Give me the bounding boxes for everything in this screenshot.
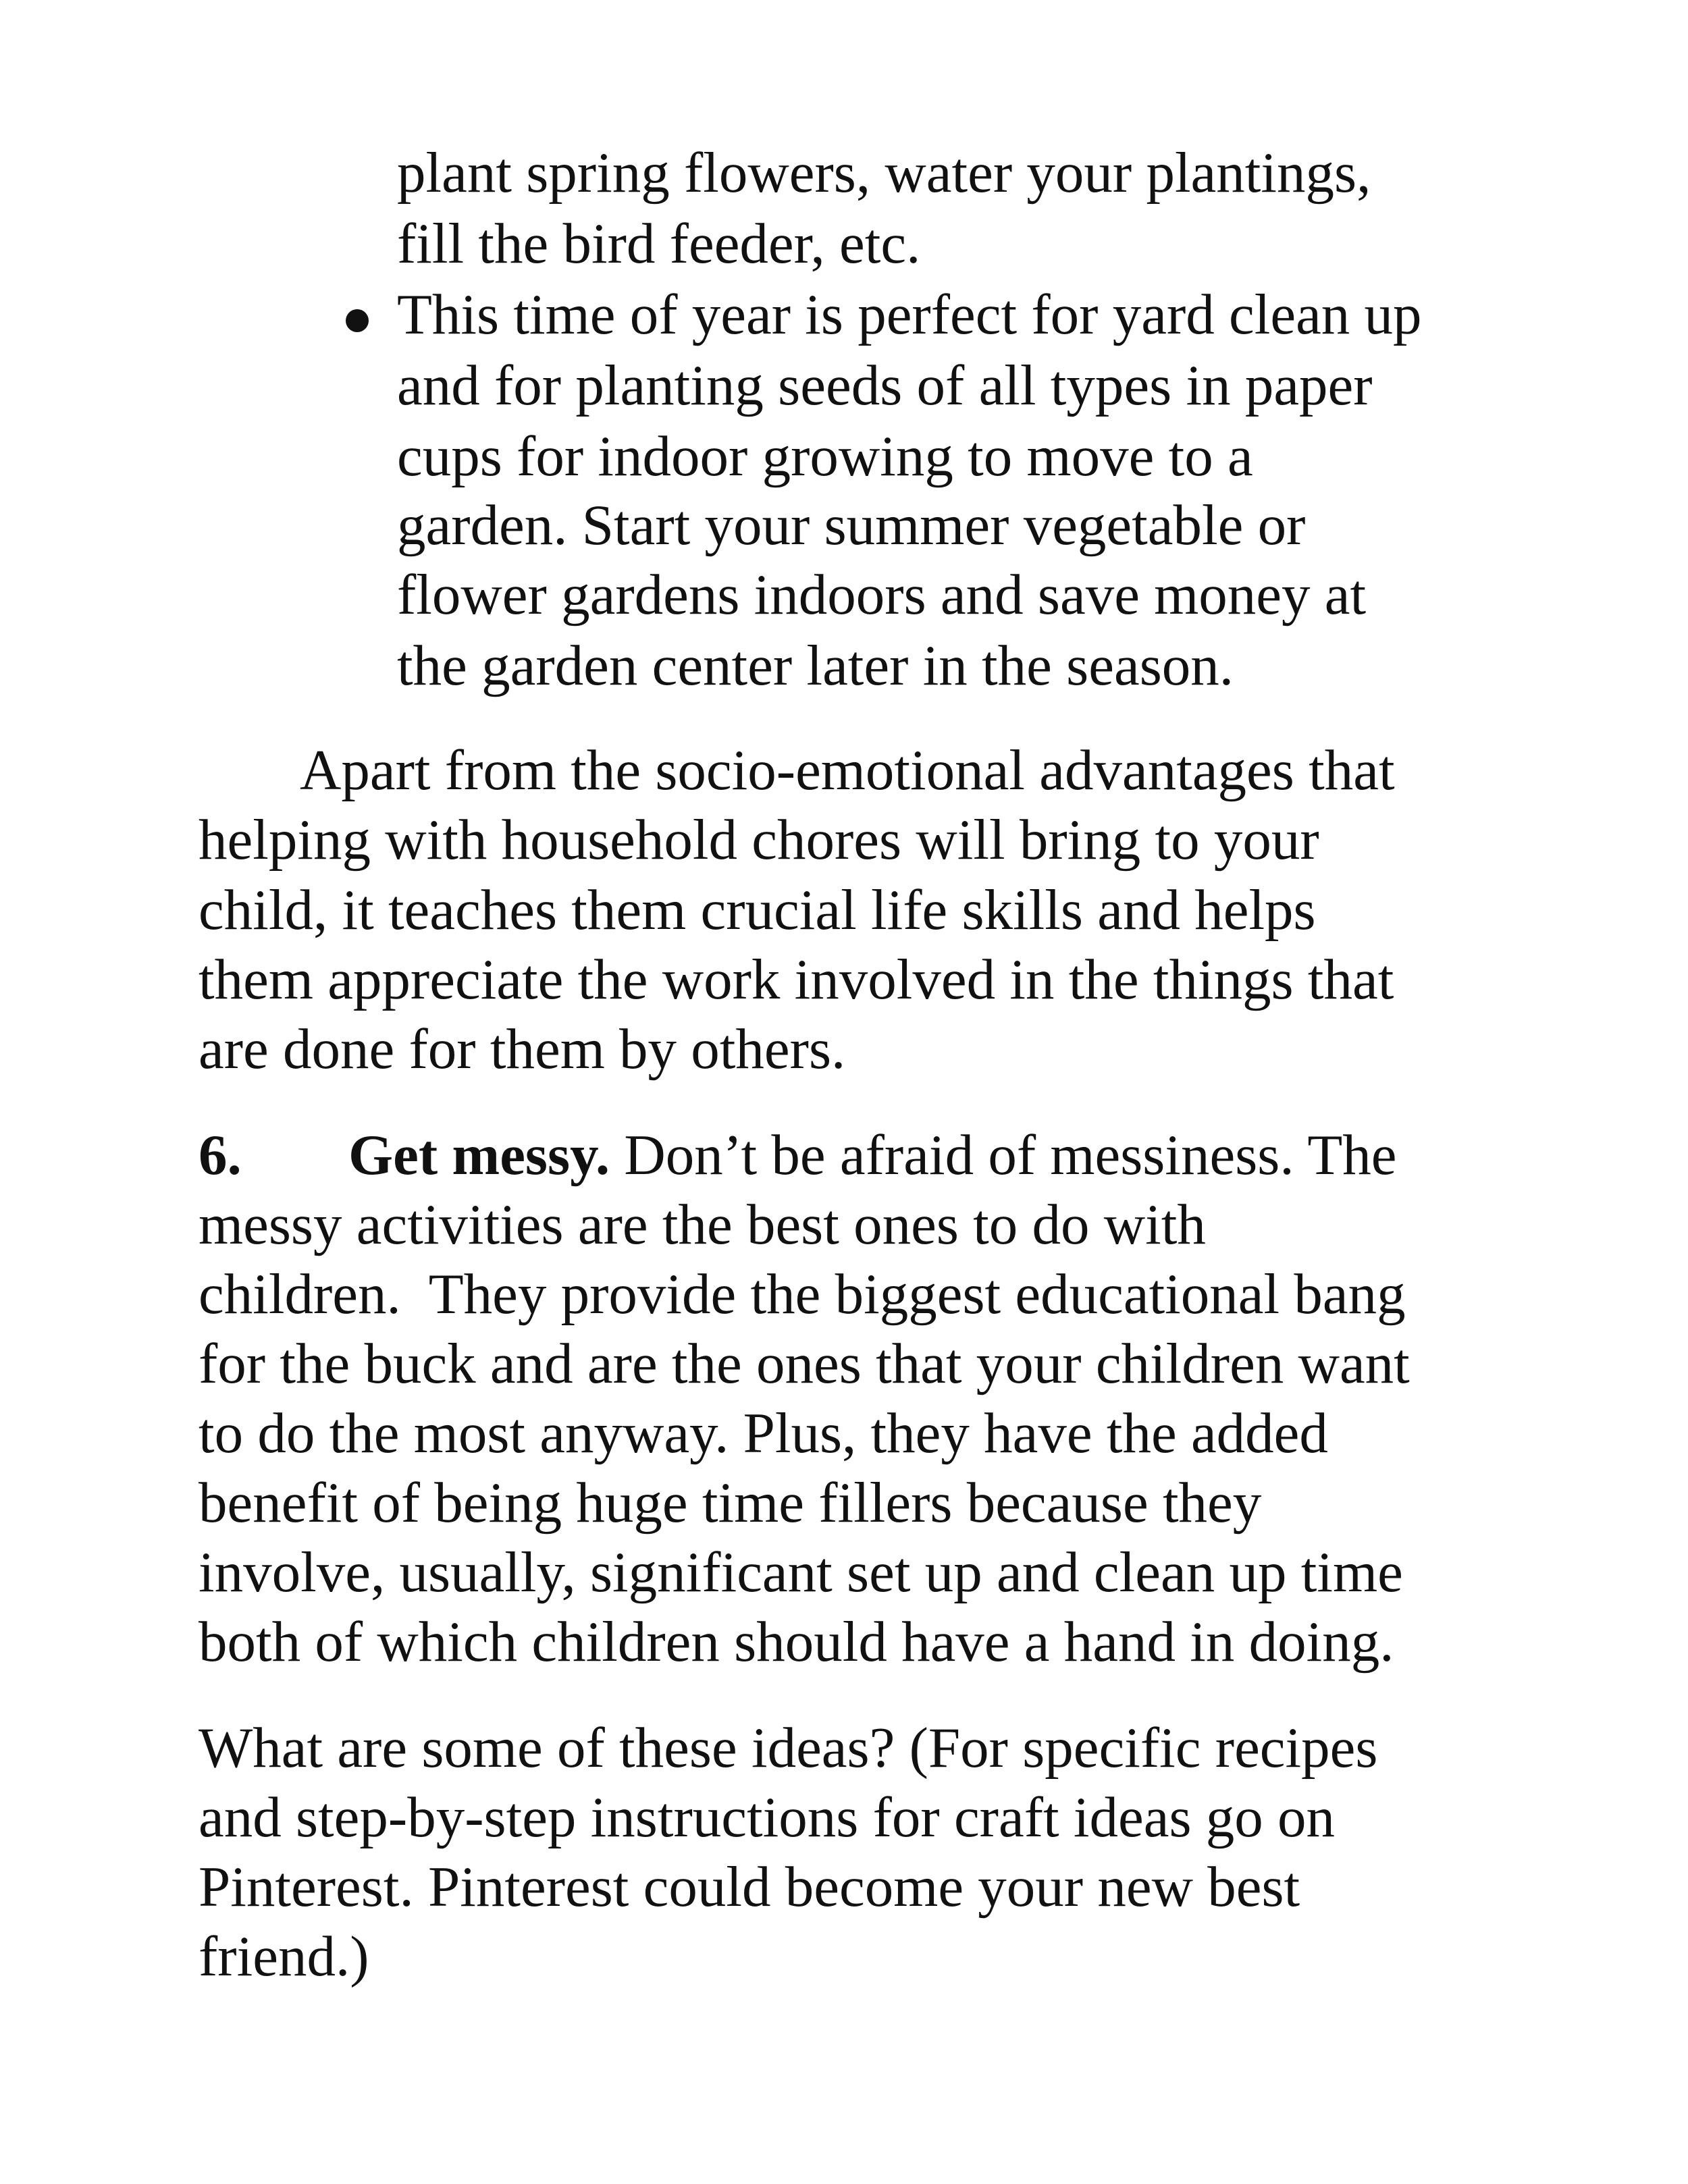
bullet-item-line: the garden center later in the season.: [397, 634, 1234, 697]
paragraph-apart-line: Apart from the socio-emotional advantages that: [300, 739, 1395, 802]
section-heading: Get messy.: [348, 1123, 610, 1187]
section-heading-line: [348, 1121, 1397, 1190]
section-heading-rest: Don’t be afraid of messiness. The: [610, 1123, 1397, 1187]
section-body-line: to do the most anyway. Plus, they have the added: [199, 1402, 1328, 1465]
list-continuation-line: fill the bird feeder, etc.: [397, 212, 921, 275]
bullet-item-line: and for planting seeds of all types in paper: [397, 354, 1373, 417]
paragraph-ideas-line: friend.): [199, 1925, 369, 1988]
bullet-item-line: cups for indoor growing to move to a: [397, 425, 1253, 488]
paragraph-ideas-line: Pinterest. Pinterest could become your new best: [199, 1855, 1300, 1919]
paragraph-apart-line: helping with household chores will bring to your: [199, 808, 1319, 872]
list-continuation-line: plant spring flowers, water your plantings,: [397, 141, 1371, 205]
section-body-line: both of which children should have a hand in doing.: [199, 1610, 1394, 1674]
paragraph-ideas-line: and step-by-step instructions for craft ideas go on: [199, 1786, 1336, 1849]
section-body-line: involve, usually, significant set up and clean up time: [199, 1541, 1403, 1604]
bullet-item-line: This time of year is perfect for yard clean up: [397, 283, 1422, 346]
paragraph-apart-line: are done for them by others.: [199, 1017, 846, 1081]
bullet-item-line: garden. Start your summer vegetable or: [397, 494, 1306, 557]
section-body-line: for the buck and are the ones that your children want: [199, 1332, 1410, 1395]
section-number: 6.: [199, 1123, 242, 1187]
bullet-dot-icon: [346, 309, 369, 332]
paragraph-ideas-line: What are some of these ideas? (For specific recipes: [199, 1716, 1378, 1780]
paragraph-apart-line: child, it teaches them crucial life skills and helps: [199, 878, 1316, 942]
paragraph-apart-line: them appreciate the work involved in the things that: [199, 948, 1394, 1011]
section-body-line: children. They provide the biggest educational bang: [199, 1262, 1406, 1326]
section-body-line: messy activities are the best ones to do with: [199, 1193, 1206, 1256]
section-body-line: benefit of being huge time fillers because they: [199, 1471, 1262, 1535]
bullet-item-line: flower gardens indoors and save money at: [397, 563, 1367, 627]
